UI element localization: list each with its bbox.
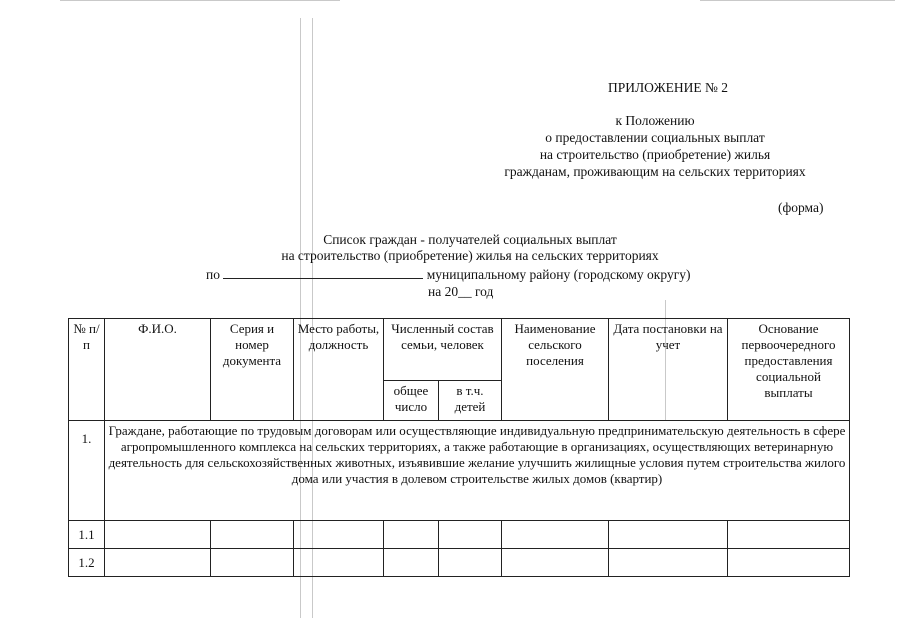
- table-cell[interactable]: [294, 521, 384, 549]
- table-cell[interactable]: [609, 521, 728, 549]
- table-row: [69, 521, 850, 549]
- district-suffix: муниципальному району (городскому округу): [426, 267, 691, 282]
- header-fio: Ф.И.О.: [105, 319, 211, 421]
- table-cell[interactable]: [439, 521, 502, 549]
- header-registration-date: Дата постановки на учет: [609, 319, 728, 421]
- table-cell[interactable]: [728, 521, 850, 549]
- header-document: Серия и номер документа: [211, 319, 294, 421]
- scan-artifact-line: [60, 0, 340, 1]
- year-line: на 20__ год: [428, 284, 494, 299]
- header-workplace: Место работы, должность: [294, 319, 384, 421]
- table-cell[interactable]: [294, 549, 384, 577]
- group-number: 1.: [69, 421, 105, 521]
- header-line: к Положению: [615, 113, 695, 128]
- table-cell[interactable]: [105, 549, 211, 577]
- form-label: (форма): [778, 200, 824, 215]
- header-num: № п/п: [69, 319, 105, 421]
- district-prefix: по: [206, 267, 220, 282]
- table-cell[interactable]: [211, 549, 294, 577]
- scan-artifact-line: [700, 0, 895, 1]
- table-cell[interactable]: [211, 521, 294, 549]
- header-priority-basis: Основание первоочередного предоставления социальной выплаты: [728, 319, 850, 421]
- row-number: 1.1: [69, 521, 105, 549]
- header-line: на строительство (приобретение) жилья: [539, 147, 771, 162]
- row-number: 1.2: [69, 549, 105, 577]
- table-cell[interactable]: [105, 521, 211, 549]
- citizens-list-table: [68, 318, 850, 577]
- header-family-size: Численный состав семьи, человек: [384, 319, 502, 381]
- group-description: Граждане, работающие по трудовым договорам или осуществляющие индивидуальную предпринимательскую деятельность в сфере агропромышленного комплекса на сельских территориях, а также работающие в организациях, осуществляющих ветеринарную деятельность для сельскохозяйственных животных, изъявившие желание улучшить жилищные условия путем строительства жилого дома или участия в долевом строительстве жилых домов (квартир): [105, 421, 850, 521]
- table-cell[interactable]: [384, 521, 439, 549]
- table-cell[interactable]: [439, 549, 502, 577]
- appendix-title: ПРИЛОЖЕНИЕ № 2: [608, 80, 729, 95]
- header-line: о предоставлении социальных выплат: [545, 130, 765, 145]
- district-blank-field[interactable]: [223, 266, 423, 279]
- table-cell[interactable]: [728, 549, 850, 577]
- table-cell[interactable]: [609, 549, 728, 577]
- table-row: [69, 549, 850, 577]
- document-title: Список граждан - получателей социальных выплат: [323, 232, 617, 247]
- header-settlement: Наименование сельского поселения: [502, 319, 609, 421]
- table-cell[interactable]: [502, 549, 609, 577]
- header-line: гражданам, проживающим на сельских территориях: [504, 164, 806, 179]
- header-family-total: общее число: [384, 381, 439, 421]
- header-family-children: в т.ч. детей: [439, 381, 502, 421]
- district-line: [206, 266, 690, 283]
- table-cell[interactable]: [384, 549, 439, 577]
- document-title: на строительство (приобретение) жилья на сельских территориях: [281, 248, 659, 263]
- table-cell[interactable]: [502, 521, 609, 549]
